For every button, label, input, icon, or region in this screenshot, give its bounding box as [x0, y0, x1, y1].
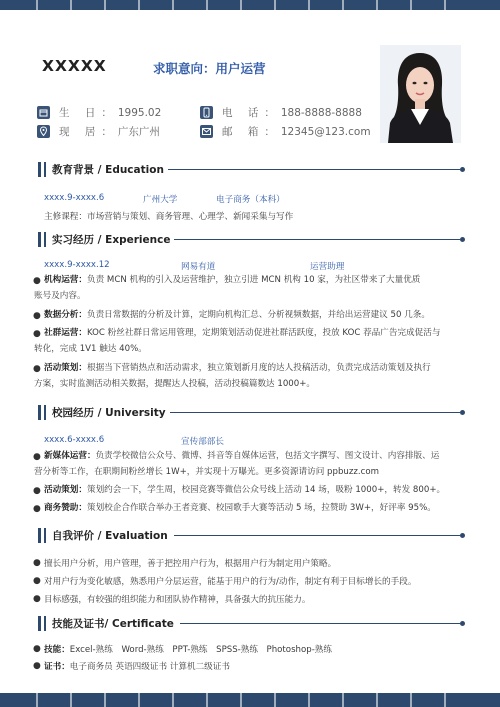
bullet-dot: ●: [33, 504, 41, 514]
bullet-dot: ●: [33, 452, 41, 462]
education-period: xxxx.9-xxxx.6: [44, 193, 105, 203]
section-marker: [38, 405, 41, 420]
section-rule-dot: [460, 167, 465, 172]
bar-stripe: [308, 0, 310, 10]
bar-stripe: [308, 693, 310, 707]
bottom-accent-bar: [0, 693, 500, 707]
calendar-icon: [37, 106, 50, 119]
bar-stripe: [104, 693, 106, 707]
bar-stripe: [274, 693, 276, 707]
job-objective: 求职意向：用户运营: [153, 61, 266, 76]
campus-item: 商务赞助：策划校企合作联合举办王者竞赛、校园歌手大赛等活动 5 场，拉赞助 3W+，好评率 95%。: [44, 503, 436, 513]
section-marker: [44, 405, 46, 420]
bar-stripe: [138, 693, 140, 707]
bar-stripe: [410, 0, 412, 10]
birthday-label: 生 日：: [59, 107, 118, 119]
bullet-dot: ●: [33, 558, 41, 568]
bullet-dot: ●: [33, 661, 41, 671]
section-rule-dot: [460, 237, 465, 242]
bar-stripe: [342, 693, 344, 707]
location-pin-icon: [37, 125, 50, 138]
residence-label: 现 居：: [59, 126, 118, 138]
bullet-dot: ●: [33, 594, 41, 604]
bar-stripe: [444, 0, 446, 10]
campus-org: 宣传部部长: [181, 437, 224, 447]
bar-stripe: [172, 0, 174, 10]
phone-value: 188-8888-8888: [280, 106, 362, 119]
skills-item: 证书：电子商务员 英语四级证书 计算机二级证书: [44, 662, 230, 672]
section-title-education: [38, 161, 164, 177]
phone-icon: [200, 106, 213, 119]
top-accent-bar: [0, 0, 500, 10]
section-title-experience: [38, 231, 170, 247]
section-title-certificate: [38, 615, 174, 631]
bullet-dot: ●: [33, 276, 41, 286]
section-rule: [174, 239, 460, 240]
section-heading: 技能及证书/ Certificate: [52, 617, 174, 630]
internship-item: 数据分析：负责日常数据的分析及计算，定期向机构汇总、分析视频数据，并给出运营建议 50 几条。: [44, 310, 430, 320]
portrait-illustration: [380, 45, 461, 143]
section-heading: 校园经历 / University: [52, 406, 166, 419]
profile-photo: [380, 45, 461, 143]
bar-stripe: [172, 693, 174, 707]
skills-item: 技能：Excel-熟练 Word-熟练 PPT-熟练 SPSS-熟练 Photoshop-熟练: [44, 645, 332, 655]
birthday-value: 1995.02: [117, 106, 162, 119]
section-rule: [168, 169, 460, 170]
email-label: 邮 箱：: [222, 126, 281, 138]
education-school: 广州大学: [143, 195, 178, 205]
internship-item: 社群运营：KOC 粉丝社群日常运用管理，定期策划活动促进社群活跃度，投放 KOC 荐品广告完成促活与 转化，完成 1V1 触达 40%。: [34, 328, 441, 354]
bar-stripe: [342, 0, 344, 10]
section-marker: [44, 528, 46, 543]
section-heading: 自我评价 / Evaluation: [52, 529, 168, 542]
internship-period: xxxx.9-xxxx.12: [44, 260, 110, 270]
section-rule: [170, 412, 460, 413]
bullet-dot: ●: [33, 486, 41, 496]
internship-role: 运营助理: [310, 262, 345, 272]
internship-item: 活动策划：根据当下营销热点和活动需求，独立策划新月度的达人投稿活动，负责完成活动策划及执行 方案，实时监测活动相关数据，提醒达人投稿，活动投稿篇数达 1000+。: [34, 363, 431, 389]
section-marker: [38, 528, 41, 543]
bullet-dot: ●: [33, 311, 41, 321]
campus-item: 新媒体运营：负责学校微信公众号、微博、抖音等自媒体运营，包括文字撰写、图文设计、内容排版、运 营分析等工作，在职期间粉丝增长 1W+，并实现十万曝光。更多资源请访问 ppbuzz.com: [34, 451, 440, 477]
evaluation-item: 目标感强，有较强的组织能力和团队协作精神，具备强大的抗压能力。: [44, 595, 311, 605]
section-heading: 教育背景 / Education: [52, 163, 164, 176]
bullet-dot: ●: [33, 329, 41, 339]
info-phone: [200, 105, 362, 120]
bar-stripe: [104, 0, 106, 10]
section-rule-dot: [460, 621, 465, 626]
phone-label: 电 话：: [222, 107, 281, 119]
candidate-name: XXXXX: [42, 57, 107, 75]
section-rule: [180, 623, 460, 624]
bar-stripe: [240, 0, 242, 10]
residence-value: 广东广州: [117, 126, 160, 138]
bar-stripe: [70, 0, 72, 10]
bar-stripe: [274, 0, 276, 10]
info-email: [200, 124, 371, 139]
section-rule-dot: [460, 533, 465, 538]
education-major: 电子商务（本科）: [216, 195, 285, 205]
info-residence: [37, 124, 160, 139]
education-courses: 主修课程：市场营销与策划、商务管理、心理学、新闻采集与写作: [44, 212, 294, 222]
bar-stripe: [240, 693, 242, 707]
bar-stripe: [36, 0, 38, 10]
bar-stripe: [376, 693, 378, 707]
bar-stripe: [36, 693, 38, 707]
bar-stripe: [206, 693, 208, 707]
campus-item: 活动策划：策划约会一下，学生周，校园竞赛等微信公众号线上活动 14 场，吸粉 1000+，转发 800+。: [44, 485, 446, 495]
section-marker: [38, 616, 41, 631]
evaluation-item: 对用户行为变化敏感，熟悉用户分层运营，能基于用户的行为/动作，制定有利于目标增长的手段。: [44, 577, 417, 587]
section-title-university: [38, 404, 166, 420]
section-title-evaluation: [38, 527, 168, 543]
bullet-dot: ●: [33, 644, 41, 654]
campus-period: xxxx.6-xxxx.6: [44, 435, 105, 445]
internship-company: 网易有道: [181, 262, 216, 272]
info-birthday: [37, 105, 161, 120]
email-value: 12345@123.com: [280, 125, 371, 138]
bar-stripe: [376, 0, 378, 10]
bar-stripe: [70, 693, 72, 707]
section-marker: [44, 232, 46, 247]
section-marker: [44, 616, 46, 631]
section-heading: 实习经历 / Experience: [52, 233, 171, 246]
section-marker: [44, 162, 46, 177]
internship-item: 机构运营：负责 MCN 机构的引入及运营维护，独立引进 MCN 机构 10 家，为社区带来了大量优质 账号及内容。: [34, 275, 421, 301]
evaluation-item: 擅长用户分析，用户管理，善于把控用户行为，根据用户行为制定用户策略。: [44, 559, 337, 569]
bar-stripe: [138, 0, 140, 10]
bullet-dot: ●: [33, 576, 41, 586]
bar-stripe: [206, 0, 208, 10]
bar-stripe: [410, 693, 412, 707]
mail-icon: [200, 125, 213, 138]
section-rule-dot: [460, 410, 465, 415]
bullet-dot: ●: [33, 364, 41, 374]
section-marker: [38, 162, 41, 177]
section-marker: [38, 232, 41, 247]
bar-stripe: [444, 693, 446, 707]
section-rule: [174, 535, 460, 536]
